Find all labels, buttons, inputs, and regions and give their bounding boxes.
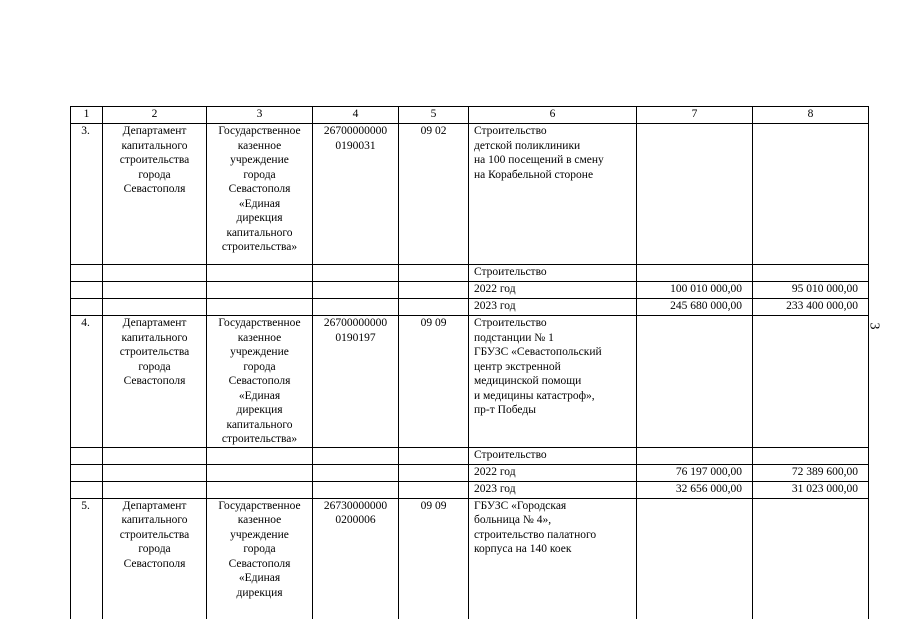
institution-line: казенное xyxy=(237,514,282,526)
empty-cell xyxy=(637,265,753,282)
department-line: строительства xyxy=(119,528,190,541)
column-header: 8 xyxy=(753,107,869,124)
amount-col7: 245 680 000,00 xyxy=(637,299,753,316)
institution-line: дирекция xyxy=(236,586,283,599)
code-line: 26730000000 xyxy=(323,499,388,512)
department-line: капитального xyxy=(121,331,188,344)
empty-cell xyxy=(313,481,399,498)
institution-line: казенное xyxy=(237,139,282,152)
description-line: на Корабельной стороне xyxy=(474,168,594,181)
empty-cell xyxy=(313,447,399,464)
department-cell xyxy=(103,124,207,265)
empty-cell xyxy=(207,481,313,498)
amount-cell xyxy=(753,498,869,619)
year-row xyxy=(71,299,869,316)
column-header: 7 xyxy=(637,107,753,124)
code-line: 0200006 xyxy=(335,514,376,526)
sub-label: Строительство xyxy=(469,265,637,282)
year-label: 2023 год xyxy=(469,299,637,316)
sub-label: Строительство xyxy=(469,447,637,464)
amount-cell xyxy=(637,124,753,265)
institution-line: учреждение xyxy=(230,154,289,166)
institution-line: дирекция xyxy=(236,212,283,224)
column-header: 4 xyxy=(313,107,399,124)
table-row xyxy=(71,316,869,448)
amount-col7: 76 197 000,00 xyxy=(637,464,753,481)
subheader-row xyxy=(71,447,869,464)
department-line: Севастополя xyxy=(123,183,186,195)
amount-cell xyxy=(753,316,869,448)
year-label: 2022 год xyxy=(469,464,637,481)
row-number: 5. xyxy=(71,498,103,619)
empty-cell xyxy=(399,481,469,498)
empty-cell xyxy=(103,282,207,299)
department-cell xyxy=(103,316,207,448)
amount-col7: 32 656 000,00 xyxy=(637,481,753,498)
column-header: 2 xyxy=(103,107,207,124)
description-line: корпуса на 140 коек xyxy=(474,543,572,555)
empty-cell xyxy=(207,282,313,299)
budget-table xyxy=(70,106,869,619)
empty-cell xyxy=(71,447,103,464)
institution-line: строительства» xyxy=(221,433,298,445)
institution-line: города xyxy=(243,543,276,555)
institution-cell xyxy=(207,316,313,448)
department-line: капитального xyxy=(121,514,188,526)
code-line: 26700000000 xyxy=(323,125,388,137)
description-line: ГБУЗС «Городская xyxy=(474,499,567,512)
row-number: 4. xyxy=(71,316,103,448)
institution-line: города xyxy=(243,168,276,181)
institution-line: строительства» xyxy=(221,241,298,253)
section-cell: 09 02 xyxy=(399,124,469,265)
section-cell: 09 09 xyxy=(399,498,469,619)
description-cell xyxy=(469,316,637,448)
table-row xyxy=(71,124,869,265)
institution-cell xyxy=(207,124,313,265)
empty-cell xyxy=(71,299,103,316)
empty-cell xyxy=(313,464,399,481)
empty-cell xyxy=(103,481,207,498)
institution-line: учреждение xyxy=(230,528,289,541)
column-header: 6 xyxy=(469,107,637,124)
institution-line: учреждение xyxy=(230,346,289,358)
institution-line: города xyxy=(243,360,276,373)
empty-cell xyxy=(399,299,469,316)
institution-line: дирекция xyxy=(236,404,283,416)
institution-line: Государственное xyxy=(218,125,301,137)
amount-col8: 31 023 000,00 xyxy=(753,481,869,498)
empty-cell xyxy=(753,265,869,282)
year-row xyxy=(71,282,869,299)
empty-cell xyxy=(207,299,313,316)
code-line: 0190197 xyxy=(335,331,376,344)
description-line: детской поликлиники xyxy=(474,139,581,152)
description-cell xyxy=(469,498,637,619)
code-cell xyxy=(313,498,399,619)
institution-line: Севастополя xyxy=(228,183,291,195)
amount-cell xyxy=(637,316,753,448)
description-line: медицинской помощи xyxy=(474,375,582,387)
empty-cell xyxy=(313,282,399,299)
empty-cell xyxy=(207,447,313,464)
empty-cell xyxy=(103,447,207,464)
department-cell xyxy=(103,498,207,619)
empty-cell xyxy=(313,299,399,316)
institution-line: «Единая xyxy=(238,389,281,402)
description-line: центр экстренной xyxy=(474,360,561,373)
section-cell: 09 09 xyxy=(399,316,469,448)
department-line: города xyxy=(138,360,171,373)
column-header: 5 xyxy=(399,107,469,124)
institution-line: Севастополя xyxy=(228,557,291,570)
amount-col7: 100 010 000,00 xyxy=(637,282,753,299)
department-line: строительства xyxy=(119,154,190,166)
header-row xyxy=(71,107,869,124)
description-line: подстанции № 1 xyxy=(474,331,554,344)
empty-cell xyxy=(207,265,313,282)
empty-cell xyxy=(399,282,469,299)
subheader-row xyxy=(71,265,869,282)
amount-col8: 72 389 600,00 xyxy=(753,464,869,481)
year-row xyxy=(71,481,869,498)
department-line: города xyxy=(138,168,171,181)
institution-cell xyxy=(207,498,313,619)
institution-line: Государственное xyxy=(218,499,301,512)
amount-cell xyxy=(753,124,869,265)
description-line: Строительство xyxy=(474,317,547,329)
amount-col8: 95 010 000,00 xyxy=(753,282,869,299)
column-header: 1 xyxy=(71,107,103,124)
code-line: 26700000000 xyxy=(323,317,388,329)
year-row xyxy=(71,464,869,481)
empty-cell xyxy=(103,464,207,481)
institution-line: казенное xyxy=(237,331,282,344)
description-line: на 100 посещений в смену xyxy=(474,154,604,166)
department-line: Севастополя xyxy=(123,557,186,570)
department-line: города xyxy=(138,543,171,555)
description-line: строительство палатного xyxy=(474,528,597,541)
code-line: 0190031 xyxy=(335,139,376,152)
department-line: Департамент xyxy=(122,499,187,512)
department-line: Департамент xyxy=(122,125,187,137)
department-line: Севастополя xyxy=(123,375,186,387)
empty-cell xyxy=(399,447,469,464)
empty-cell xyxy=(103,265,207,282)
amount-col8: 233 400 000,00 xyxy=(753,299,869,316)
row-number: 3. xyxy=(71,124,103,265)
description-line: ГБУЗС «Севастопольский xyxy=(474,346,602,358)
empty-cell xyxy=(71,282,103,299)
empty-cell xyxy=(399,265,469,282)
institution-line: капитального xyxy=(226,418,293,431)
year-label: 2022 год xyxy=(469,282,637,299)
institution-line: «Единая xyxy=(238,197,281,210)
column-header: 3 xyxy=(207,107,313,124)
page-number: 3 xyxy=(866,322,882,330)
institution-line: Севастополя xyxy=(228,375,291,387)
code-cell xyxy=(313,124,399,265)
table-row xyxy=(71,498,869,619)
year-label: 2023 год xyxy=(469,481,637,498)
code-cell xyxy=(313,316,399,448)
empty-cell xyxy=(399,464,469,481)
description-line: и медицины катастроф», xyxy=(474,389,595,402)
empty-cell xyxy=(313,265,399,282)
department-line: строительства xyxy=(119,346,190,358)
empty-cell xyxy=(71,464,103,481)
empty-cell xyxy=(207,464,313,481)
institution-line: «Единая xyxy=(238,572,281,584)
empty-cell xyxy=(637,447,753,464)
department-line: Департамент xyxy=(122,317,187,329)
empty-cell xyxy=(71,265,103,282)
empty-cell xyxy=(753,447,869,464)
empty-cell xyxy=(103,299,207,316)
description-line: больница № 4», xyxy=(474,514,552,526)
empty-cell xyxy=(71,481,103,498)
institution-line: капитального xyxy=(226,226,293,239)
description-line: пр-т Победы xyxy=(474,404,536,416)
institution-line: Государственное xyxy=(218,317,301,329)
description-line: Строительство xyxy=(474,125,547,137)
department-line: капитального xyxy=(121,139,188,152)
description-cell xyxy=(469,124,637,265)
amount-cell xyxy=(637,498,753,619)
